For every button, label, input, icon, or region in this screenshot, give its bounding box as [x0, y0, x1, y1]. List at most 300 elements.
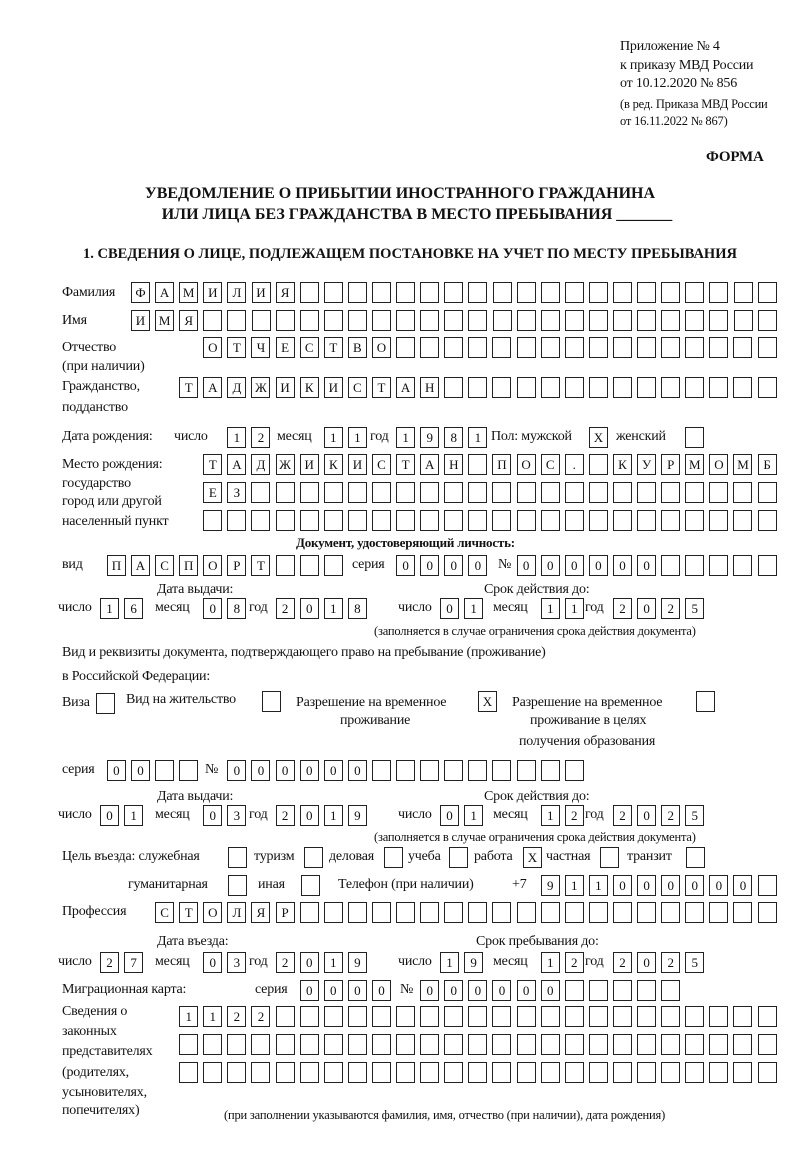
char-cell[interactable]: Т	[372, 377, 391, 398]
char-cell[interactable]	[517, 310, 536, 331]
char-cell[interactable]	[637, 377, 656, 398]
char-cell[interactable]	[589, 1034, 608, 1055]
char-cell[interactable]: Е	[276, 337, 295, 358]
char-cell[interactable]	[709, 1034, 728, 1055]
char-cell[interactable]	[709, 510, 728, 531]
char-cell[interactable]: Д	[227, 377, 246, 398]
char-cell[interactable]: 0	[203, 598, 222, 619]
stay-issue-year[interactable]	[276, 805, 372, 827]
char-cell[interactable]	[396, 482, 415, 503]
patronymic-field[interactable]	[203, 337, 781, 359]
char-cell[interactable]	[227, 310, 246, 331]
char-cell[interactable]: Ф	[131, 282, 150, 303]
char-cell[interactable]: 0	[420, 555, 439, 576]
entry-day[interactable]	[100, 952, 148, 974]
char-cell[interactable]	[468, 310, 487, 331]
char-cell[interactable]	[733, 902, 752, 923]
char-cell[interactable]	[613, 510, 632, 531]
id-issue-year[interactable]	[276, 598, 372, 620]
char-cell[interactable]	[685, 1006, 704, 1027]
char-cell[interactable]	[709, 310, 728, 331]
char-cell[interactable]: И	[203, 282, 222, 303]
char-cell[interactable]	[589, 377, 608, 398]
id-valid-month[interactable]	[541, 598, 589, 620]
char-cell[interactable]	[324, 310, 343, 331]
char-cell[interactable]: 0	[468, 555, 487, 576]
char-cell[interactable]: 0	[324, 760, 343, 781]
char-cell[interactable]: 0	[541, 980, 560, 1001]
char-cell[interactable]	[396, 1062, 415, 1083]
char-cell[interactable]	[348, 310, 367, 331]
id-number-field[interactable]	[517, 555, 782, 577]
stay-doc-series[interactable]	[107, 760, 203, 782]
char-cell[interactable]: Р	[227, 555, 246, 576]
char-cell[interactable]	[444, 760, 463, 781]
birth-place-line-3[interactable]	[203, 510, 781, 532]
char-cell[interactable]	[468, 902, 487, 923]
char-cell[interactable]	[492, 1062, 511, 1083]
char-cell[interactable]	[300, 1034, 319, 1055]
char-cell[interactable]	[685, 282, 704, 303]
char-cell[interactable]: X	[523, 847, 542, 868]
char-cell[interactable]: 3	[227, 805, 246, 826]
char-cell[interactable]	[589, 337, 608, 358]
char-cell[interactable]: Я	[251, 902, 270, 923]
char-cell[interactable]: М	[733, 454, 752, 475]
char-cell[interactable]	[709, 902, 728, 923]
char-cell[interactable]	[348, 282, 367, 303]
char-cell[interactable]	[492, 1034, 511, 1055]
char-cell[interactable]	[449, 847, 468, 868]
char-cell[interactable]: 6	[124, 598, 143, 619]
birth-month-field[interactable]	[324, 427, 372, 449]
char-cell[interactable]	[696, 691, 715, 712]
char-cell[interactable]: 0	[589, 555, 608, 576]
char-cell[interactable]	[685, 310, 704, 331]
char-cell[interactable]	[420, 902, 439, 923]
char-cell[interactable]: Л	[227, 902, 246, 923]
char-cell[interactable]	[758, 1006, 777, 1027]
char-cell[interactable]: Т	[227, 337, 246, 358]
char-cell[interactable]	[396, 510, 415, 531]
char-cell[interactable]	[661, 510, 680, 531]
char-cell[interactable]	[301, 875, 320, 896]
char-cell[interactable]	[420, 482, 439, 503]
char-cell[interactable]: 0	[372, 980, 391, 1001]
char-cell[interactable]	[396, 1006, 415, 1027]
char-cell[interactable]	[709, 337, 728, 358]
char-cell[interactable]: 0	[107, 760, 126, 781]
char-cell[interactable]	[637, 482, 656, 503]
char-cell[interactable]: А	[396, 377, 415, 398]
char-cell[interactable]: 0	[251, 760, 270, 781]
char-cell[interactable]	[613, 337, 632, 358]
char-cell[interactable]	[492, 510, 511, 531]
char-cell[interactable]	[733, 1062, 752, 1083]
char-cell[interactable]: Р	[276, 902, 295, 923]
char-cell[interactable]: Н	[420, 377, 439, 398]
char-cell[interactable]: П	[492, 454, 511, 475]
stay-doc-number[interactable]	[227, 760, 589, 782]
char-cell[interactable]	[613, 902, 632, 923]
char-cell[interactable]	[517, 482, 536, 503]
char-cell[interactable]	[613, 377, 632, 398]
char-cell[interactable]: 1	[396, 427, 415, 448]
char-cell[interactable]	[541, 377, 560, 398]
char-cell[interactable]	[709, 282, 728, 303]
char-cell[interactable]	[661, 902, 680, 923]
char-cell[interactable]	[420, 337, 439, 358]
migration-card-series[interactable]	[300, 980, 396, 1002]
char-cell[interactable]	[493, 282, 512, 303]
char-cell[interactable]	[384, 847, 403, 868]
char-cell[interactable]: 0	[420, 980, 439, 1001]
char-cell[interactable]	[517, 1006, 536, 1027]
char-cell[interactable]: 0	[276, 760, 295, 781]
char-cell[interactable]: В	[348, 337, 367, 358]
char-cell[interactable]	[444, 482, 463, 503]
char-cell[interactable]: Т	[179, 377, 198, 398]
char-cell[interactable]	[637, 1034, 656, 1055]
char-cell[interactable]: 1	[541, 952, 560, 973]
char-cell[interactable]	[517, 510, 536, 531]
char-cell[interactable]	[96, 693, 115, 714]
char-cell[interactable]	[492, 902, 511, 923]
stay-until-month[interactable]	[541, 952, 589, 974]
char-cell[interactable]	[685, 1062, 704, 1083]
char-cell[interactable]: 9	[464, 952, 483, 973]
purpose-other-checkbox[interactable]	[301, 875, 325, 897]
char-cell[interactable]: 2	[276, 598, 295, 619]
char-cell[interactable]: Е	[203, 482, 222, 503]
char-cell[interactable]	[444, 337, 463, 358]
char-cell[interactable]	[565, 980, 584, 1001]
purpose-private-checkbox[interactable]	[600, 847, 624, 869]
char-cell[interactable]	[517, 1062, 536, 1083]
char-cell[interactable]: 1	[179, 1006, 198, 1027]
char-cell[interactable]: 0	[517, 555, 536, 576]
char-cell[interactable]	[228, 847, 247, 868]
char-cell[interactable]: 8	[227, 598, 246, 619]
char-cell[interactable]: 9	[348, 952, 367, 973]
char-cell[interactable]	[468, 1034, 487, 1055]
stay-valid-year[interactable]	[613, 805, 709, 827]
char-cell[interactable]: 0	[440, 805, 459, 826]
char-cell[interactable]	[661, 377, 680, 398]
char-cell[interactable]	[541, 510, 560, 531]
char-cell[interactable]: 1	[541, 598, 560, 619]
char-cell[interactable]: 0	[300, 952, 319, 973]
purpose-business-checkbox[interactable]	[384, 847, 408, 869]
char-cell[interactable]: 0	[492, 980, 511, 1001]
char-cell[interactable]	[565, 377, 584, 398]
representatives-line-2[interactable]	[179, 1034, 782, 1056]
char-cell[interactable]	[613, 282, 632, 303]
purpose-work-checkbox[interactable]	[523, 847, 547, 869]
sex-female-checkbox[interactable]	[685, 427, 709, 449]
char-cell[interactable]: И	[276, 377, 295, 398]
char-cell[interactable]: 9	[348, 805, 367, 826]
char-cell[interactable]: 0	[300, 760, 319, 781]
char-cell[interactable]	[589, 1006, 608, 1027]
char-cell[interactable]	[517, 282, 536, 303]
char-cell[interactable]	[733, 337, 752, 358]
char-cell[interactable]: 1	[324, 805, 343, 826]
residence-permit-checkbox[interactable]	[262, 691, 286, 713]
char-cell[interactable]: 0	[100, 805, 119, 826]
char-cell[interactable]	[758, 875, 777, 896]
stay-until-year[interactable]	[613, 952, 709, 974]
char-cell[interactable]: С	[348, 377, 367, 398]
char-cell[interactable]	[492, 337, 511, 358]
char-cell[interactable]: 0	[709, 875, 728, 896]
char-cell[interactable]	[468, 282, 487, 303]
char-cell[interactable]: 8	[444, 427, 463, 448]
char-cell[interactable]	[252, 310, 271, 331]
char-cell[interactable]: Л	[227, 282, 246, 303]
id-valid-day[interactable]	[440, 598, 488, 620]
char-cell[interactable]: И	[131, 310, 150, 331]
char-cell[interactable]: 2	[613, 805, 632, 826]
char-cell[interactable]	[758, 482, 777, 503]
char-cell[interactable]	[324, 1034, 343, 1055]
char-cell[interactable]: О	[203, 902, 222, 923]
char-cell[interactable]	[565, 482, 584, 503]
char-cell[interactable]	[541, 902, 560, 923]
char-cell[interactable]: 0	[661, 875, 680, 896]
char-cell[interactable]: 1	[324, 952, 343, 973]
sex-male-checkbox[interactable]	[589, 427, 613, 449]
char-cell[interactable]	[613, 1034, 632, 1055]
char-cell[interactable]	[372, 482, 391, 503]
char-cell[interactable]: С	[155, 902, 174, 923]
char-cell[interactable]	[227, 510, 246, 531]
char-cell[interactable]	[685, 902, 704, 923]
char-cell[interactable]: Ж	[251, 377, 270, 398]
char-cell[interactable]	[276, 1034, 295, 1055]
purpose-transit-checkbox[interactable]	[686, 847, 710, 869]
char-cell[interactable]	[733, 1034, 752, 1055]
char-cell[interactable]	[468, 337, 487, 358]
char-cell[interactable]: 5	[685, 952, 704, 973]
char-cell[interactable]	[492, 377, 511, 398]
char-cell[interactable]	[300, 510, 319, 531]
char-cell[interactable]	[733, 482, 752, 503]
char-cell[interactable]	[589, 1062, 608, 1083]
char-cell[interactable]	[565, 1062, 584, 1083]
char-cell[interactable]: 8	[348, 598, 367, 619]
char-cell[interactable]	[348, 510, 367, 531]
char-cell[interactable]: 1	[589, 875, 608, 896]
char-cell[interactable]: 0	[685, 875, 704, 896]
stay-issue-month[interactable]	[203, 805, 251, 827]
char-cell[interactable]	[324, 282, 343, 303]
char-cell[interactable]	[324, 482, 343, 503]
char-cell[interactable]: 0	[348, 980, 367, 1001]
char-cell[interactable]: 2	[565, 805, 584, 826]
char-cell[interactable]	[541, 282, 560, 303]
id-kind-field[interactable]	[107, 555, 348, 577]
char-cell[interactable]	[565, 1034, 584, 1055]
char-cell[interactable]: Д	[251, 454, 270, 475]
char-cell[interactable]	[541, 1006, 560, 1027]
char-cell[interactable]	[348, 1006, 367, 1027]
char-cell[interactable]: 0	[227, 760, 246, 781]
char-cell[interactable]: 1	[464, 805, 483, 826]
phone-field[interactable]	[541, 875, 782, 897]
char-cell[interactable]	[372, 1006, 391, 1027]
char-cell[interactable]	[613, 482, 632, 503]
char-cell[interactable]	[420, 1006, 439, 1027]
char-cell[interactable]: 0	[565, 555, 584, 576]
char-cell[interactable]: 9	[420, 427, 439, 448]
char-cell[interactable]	[541, 760, 560, 781]
char-cell[interactable]	[372, 282, 391, 303]
char-cell[interactable]	[372, 902, 391, 923]
char-cell[interactable]	[300, 1006, 319, 1027]
char-cell[interactable]: С	[300, 337, 319, 358]
char-cell[interactable]: 0	[203, 952, 222, 973]
purpose-humanitarian-checkbox[interactable]	[228, 875, 252, 897]
char-cell[interactable]	[565, 337, 584, 358]
char-cell[interactable]: 2	[251, 427, 270, 448]
char-cell[interactable]	[492, 760, 511, 781]
char-cell[interactable]: 5	[685, 598, 704, 619]
char-cell[interactable]: С	[155, 555, 174, 576]
char-cell[interactable]: 0	[541, 555, 560, 576]
char-cell[interactable]: 0	[637, 555, 656, 576]
char-cell[interactable]	[372, 510, 391, 531]
char-cell[interactable]	[589, 980, 608, 1001]
char-cell[interactable]: А	[131, 555, 150, 576]
char-cell[interactable]: 1	[324, 427, 343, 448]
char-cell[interactable]	[493, 310, 512, 331]
char-cell[interactable]	[734, 282, 753, 303]
char-cell[interactable]	[251, 510, 270, 531]
char-cell[interactable]: 7	[124, 952, 143, 973]
char-cell[interactable]: С	[372, 454, 391, 475]
char-cell[interactable]: 2	[565, 952, 584, 973]
char-cell[interactable]: 1	[203, 1006, 222, 1027]
char-cell[interactable]	[179, 760, 198, 781]
char-cell[interactable]	[300, 482, 319, 503]
char-cell[interactable]: .	[565, 454, 584, 475]
char-cell[interactable]: 5	[685, 805, 704, 826]
char-cell[interactable]	[444, 1006, 463, 1027]
char-cell[interactable]	[733, 510, 752, 531]
char-cell[interactable]: З	[227, 482, 246, 503]
char-cell[interactable]: 0	[613, 555, 632, 576]
char-cell[interactable]	[276, 510, 295, 531]
char-cell[interactable]: А	[227, 454, 246, 475]
char-cell[interactable]	[661, 482, 680, 503]
char-cell[interactable]	[324, 902, 343, 923]
char-cell[interactable]: 1	[227, 427, 246, 448]
representatives-line-1[interactable]	[179, 1006, 782, 1028]
char-cell[interactable]	[155, 760, 174, 781]
char-cell[interactable]	[276, 1006, 295, 1027]
char-cell[interactable]	[324, 1062, 343, 1083]
char-cell[interactable]	[468, 760, 487, 781]
purpose-official-checkbox[interactable]	[228, 847, 252, 869]
char-cell[interactable]	[444, 1062, 463, 1083]
char-cell[interactable]: Ж	[276, 454, 295, 475]
char-cell[interactable]: 1	[468, 427, 487, 448]
char-cell[interactable]	[324, 555, 343, 576]
char-cell[interactable]	[541, 337, 560, 358]
representatives-line-3[interactable]	[179, 1062, 782, 1084]
char-cell[interactable]: 0	[396, 555, 415, 576]
char-cell[interactable]	[637, 510, 656, 531]
char-cell[interactable]	[709, 1062, 728, 1083]
char-cell[interactable]	[179, 1062, 198, 1083]
stay-issue-day[interactable]	[100, 805, 148, 827]
entry-month[interactable]	[203, 952, 251, 974]
char-cell[interactable]: Я	[179, 310, 198, 331]
char-cell[interactable]	[300, 1062, 319, 1083]
char-cell[interactable]	[324, 510, 343, 531]
char-cell[interactable]	[203, 310, 222, 331]
char-cell[interactable]: К	[300, 377, 319, 398]
char-cell[interactable]: X	[478, 691, 497, 712]
char-cell[interactable]	[348, 1034, 367, 1055]
char-cell[interactable]	[709, 1006, 728, 1027]
char-cell[interactable]	[734, 310, 753, 331]
char-cell[interactable]	[300, 555, 319, 576]
char-cell[interactable]: 1	[324, 598, 343, 619]
char-cell[interactable]	[685, 337, 704, 358]
char-cell[interactable]: 0	[131, 760, 150, 781]
char-cell[interactable]	[541, 1062, 560, 1083]
char-cell[interactable]	[300, 310, 319, 331]
char-cell[interactable]: 0	[613, 875, 632, 896]
char-cell[interactable]	[396, 760, 415, 781]
char-cell[interactable]	[637, 282, 656, 303]
char-cell[interactable]	[468, 1062, 487, 1083]
char-cell[interactable]	[661, 310, 680, 331]
char-cell[interactable]	[396, 282, 415, 303]
char-cell[interactable]	[685, 510, 704, 531]
char-cell[interactable]	[492, 1006, 511, 1027]
char-cell[interactable]: Т	[179, 902, 198, 923]
char-cell[interactable]	[637, 1006, 656, 1027]
char-cell[interactable]	[420, 510, 439, 531]
char-cell[interactable]	[758, 1062, 777, 1083]
char-cell[interactable]	[685, 555, 704, 576]
char-cell[interactable]: 2	[227, 1006, 246, 1027]
char-cell[interactable]: 0	[300, 980, 319, 1001]
char-cell[interactable]	[228, 875, 247, 896]
char-cell[interactable]: П	[179, 555, 198, 576]
birth-place-line-2[interactable]	[203, 482, 781, 504]
char-cell[interactable]	[661, 555, 680, 576]
char-cell[interactable]: М	[179, 282, 198, 303]
char-cell[interactable]: 0	[203, 805, 222, 826]
char-cell[interactable]	[600, 847, 619, 868]
char-cell[interactable]: А	[155, 282, 174, 303]
char-cell[interactable]	[709, 377, 728, 398]
name-field[interactable]	[131, 310, 782, 332]
char-cell[interactable]	[468, 1006, 487, 1027]
char-cell[interactable]	[420, 1062, 439, 1083]
char-cell[interactable]: И	[300, 454, 319, 475]
char-cell[interactable]	[324, 1006, 343, 1027]
char-cell[interactable]	[589, 310, 608, 331]
char-cell[interactable]	[758, 902, 777, 923]
char-cell[interactable]: О	[709, 454, 728, 475]
char-cell[interactable]: 1	[124, 805, 143, 826]
char-cell[interactable]	[304, 847, 323, 868]
